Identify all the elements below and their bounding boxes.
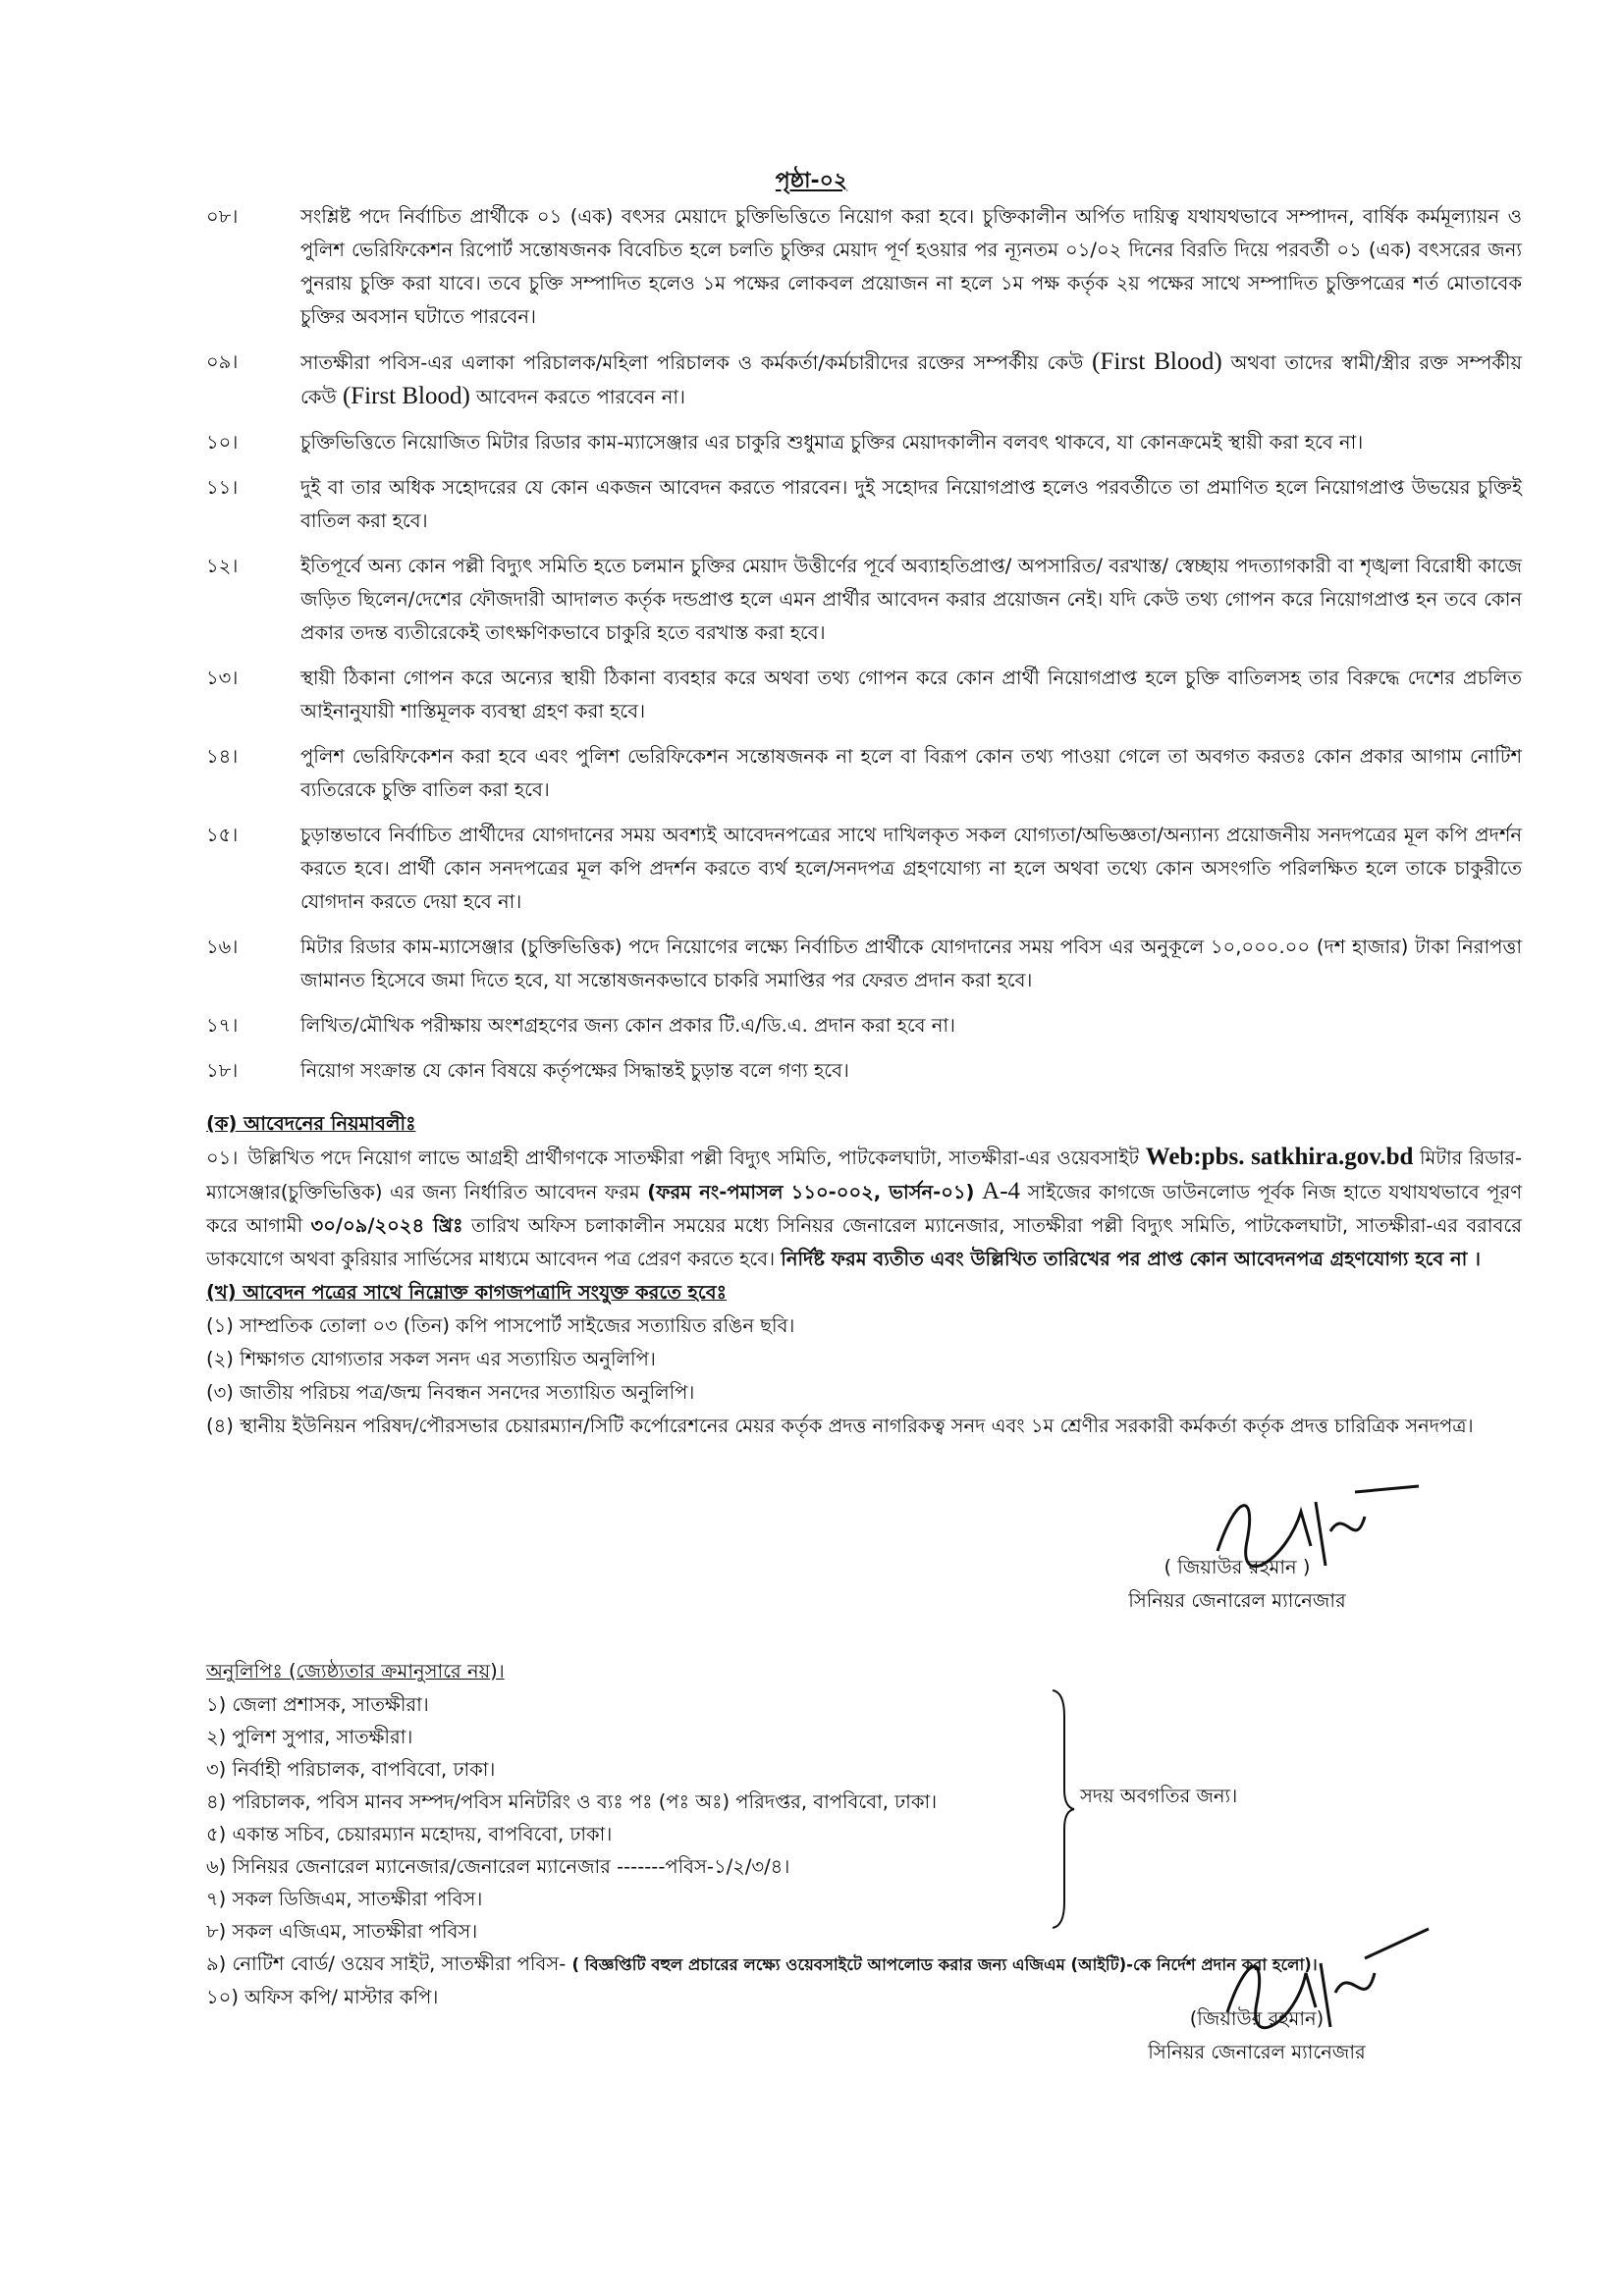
- clause-number: ১৪।: [206, 745, 239, 768]
- clause-09: [206, 346, 1522, 414]
- clause-text: চুক্তিভিত্তিতে নিয়োজিত মিটার রিডার কাম-ম্যাসেঞ্জার এর চাকুরি শুধুমাত্র চুক্তির মেয়াদকালীন বলবৎ থাকবে, যা কোনক্রমেই স্থায়ী করা হবে না।: [300, 431, 1364, 454]
- clause-text: মিটার রিডার কাম-ম্যাসেঞ্জার (চুক্তিভিত্তিক) পদে নিয়োগের লক্ষ্যে নির্বাচিত প্রার্থীকে যোগদানের সময় পবিস এর অনুকূলে ১০,০০০.০০ (দশ হাজার) টাকা নিরাপত্তা জামানত হিসেবে জমা দিতে হবে, যা সন্তোষজনকভাবে চাকরি সমাপ্তির পর ফেরত প্রদান করা হবে।: [300, 935, 1522, 991]
- signatory-name: ( জিয়াউর রহমান ): [1163, 1556, 1311, 1578]
- clause-text: সংশ্লিষ্ট পদে নির্বাচিত প্রার্থীকে ০১ (এক) বৎসর মেয়াদে চুক্তিভিত্তিতে নিয়োগ করা হবে। চুক্তিকালীন অর্পিত দায়িত্ব যথাযথভাবে সম্পাদন, বার্ষিক কর্মমূল্যায়ন ও পুলিশ ভেরিফিকেশন রিপোর্ট সন্তোষজনক বিবেচিত হলে চলতি চুক্তির মেয়াদ পূর্ণ হওয়ার পর ন্যূনতম ০১/০২ দিনের বিরতি দিয়ে পরবর্তী ০১ (এক) বৎসরের জন্য পুনরায় চুক্তি করা যাবে। তবে চুক্তি সম্পাদিত হলেও ১ম পক্ষের লোকবল প্রয়োজন না হলে ১ম পক্ষ কর্তৃক ২য় পক্ষের সাথে সম্পাদিত চুক্তিপত্রের শর্ত মোতাবেক চুক্তির অবসান ঘটাতে পারবেন।: [300, 205, 1522, 328]
- form-number: (ফরম নং-পমাসল ১১০-০০২, ভার্সন-০১): [647, 1181, 975, 1203]
- list-item: ৪) পরিচালক, পবিস মানব সম্পদ/পবিস মনিটরিং ও ব্যঃ পঃ (পঃ অঃ) পরিদপ্তর, বাপবিবো, ঢাকা।: [206, 1790, 938, 1813]
- clause-text-part: আবেদন করতে পারবেন না।: [469, 386, 685, 408]
- clause-text-part: অথবা তাদের স্বামী/স্ত্রীর রক্ত সম্পর্কীয় কেউ: [300, 351, 1522, 408]
- list-item: ৭) সকল ডিজিএম, সাতক্ষীরা পবিস।: [206, 1888, 483, 1910]
- list-item-text: ৯) নোটিশ বোর্ড/ ওয়েব সাইট, সাতক্ষীরা পবিস-: [206, 1952, 572, 1975]
- clause-text: চুড়ান্তভাবে নির্বাচিত প্রার্থীদের যোগদানের সময় অবশ্যই আবেদনপত্রের সাথে দাখিলকৃত সকল যোগ্যতা/অভিজ্ঞতা/অন্যান্য প্রয়োজনীয় সনদপত্রের মূল কপি প্রদর্শন করতে হবে। প্রার্থী কোন সনদপত্রের মূল কপি প্রদর্শন করতে ব্যর্থ হলে/সনদপত্র গ্রহণযোগ্য না হলে অথবা তথ্যে কোন অসংগতি পরিলক্ষিত হলে তাকে চাকুরীতে যোগদান করতে দেয়া হবে না।: [300, 824, 1522, 913]
- application-rules: [206, 1107, 1522, 1443]
- list-item: ৩) নির্বাহী পরিচালক, বাপবিবো, ঢাকা।: [206, 1758, 496, 1781]
- rule-warning: নির্দিষ্ট ফরম ব্যতীত এবং উল্লিখিত তারিখের পর প্রাপ্ত কোন আবেদনপত্র গ্রহণযোগ্য হবে না ।: [781, 1248, 1482, 1270]
- clause-text-part: সাতক্ষীরা পবিস-এর এলাকা পরিচালক/মহিলা পরিচালক ও কর্মকর্তা/কর্মচারীদের রক্তের সম্পর্কীয় কেউ: [300, 351, 1093, 374]
- signatory-name: (জিয়াউর রহমান): [1189, 2007, 1325, 2030]
- upload-note: ( বিজ্ঞপ্তিটি বহুল প্রচারের লক্ষ্যে ওয়েবসাইটে আপলোড করার জন্য এজিএম (আইটি)-কে নির্দেশ প্রদান করা হলো)।: [571, 1955, 1318, 1974]
- list-item: ১০) অফিস কপি/ মাস্টার কপি।: [206, 1986, 439, 2008]
- clause-number: ১২।: [206, 555, 239, 577]
- rule-paragraph: [206, 1141, 1522, 1276]
- first-blood-term: (First Blood): [1092, 348, 1222, 375]
- documents-heading: (খ) আবেদন পত্রের সাথে নিম্নোক্ত কাগজপত্রাদি সংযুক্ত করতে হবেঃ: [206, 1281, 727, 1304]
- clause-16: [206, 931, 1522, 997]
- list-item: (২) শিক্ষাগত যোগ্যতার সকল সনদ এর সত্যায়িত অনুলিপি।: [206, 1348, 656, 1370]
- rule-number: ০১।: [206, 1147, 239, 1169]
- clause-number: ১০।: [206, 431, 239, 454]
- clause-number: ১৮।: [206, 1059, 239, 1082]
- clause-11: [206, 471, 1522, 538]
- clause-number: ০৯।: [206, 350, 239, 373]
- clause-15: [206, 819, 1522, 919]
- signatory-title: সিনিয়র জেনারেল ম্যানেজার: [1128, 1589, 1346, 1612]
- list-item: ৫) একান্ত সচিব, চেয়ারম্যান মহোদয়, বাপবিবো, ঢাকা।: [206, 1823, 613, 1845]
- clause-12: [206, 550, 1522, 650]
- list-item: (৪) স্থানীয় ইউনিয়ন পরিষদ/পৌরসভার চেয়ারম্যান/সিটি কর্পোরেশনের মেয়র কর্তৃক প্রদত্ত নাগরিকত্ব সনদ এবং ১ম শ্রেণীর সরকারী কর্মকর্তা কর্তৃক প্রদত্ত চারিত্রিক সনদপত্র।: [206, 1415, 1474, 1437]
- list-item: ৮) সকল এজিএম, সাতক্ষীরা পবিস।: [206, 1920, 478, 1943]
- paper-size: A-4: [974, 1178, 1021, 1204]
- clause-number: ১৭।: [206, 1014, 239, 1037]
- clause-text: পুলিশ ভেরিফিকেশন করা হবে এবং পুলিশ ভেরিফিকেশন সন্তোষজনক না হলে বা বিরূপ কোন তথ্য পাওয়া গেলে তা অবগত করতঃ কোন প্রকার আগাম নোটিশ ব্যতিরেকে চুক্তি বাতিল করা হবে।: [300, 745, 1522, 801]
- list-item: ২) পুলিশ সুপার, সাতক্ষীরা।: [206, 1726, 413, 1748]
- conditions-list: [206, 200, 1522, 1099]
- signature-block-2: [1080, 2002, 1434, 2069]
- clause-18: [206, 1054, 1522, 1088]
- deadline-date: ৩০/০৯/২০২৪ খ্রিঃ: [310, 1214, 463, 1237]
- clause-number: ১১।: [206, 476, 239, 499]
- clause-number: ১৫।: [206, 824, 239, 846]
- list-item: ১) জেলা প্রশাসক, সাতক্ষীরা।: [206, 1693, 429, 1716]
- clause-text: লিখিত/মৌখিক পরীক্ষায় অংশগ্রহণের জন্য কোন প্রকার টি.এ/ডি.এ. প্রদান করা হবে না।: [300, 1014, 955, 1037]
- signature-block-1: [1080, 1551, 1394, 1618]
- clause-08: [206, 200, 1522, 334]
- rules-heading: (ক) আবেদনের নিয়মাবলীঃ: [206, 1112, 416, 1135]
- page-label: পৃষ্ঠা-০২: [775, 169, 848, 193]
- brace-note: সদয় অবগতির জন্য।: [1080, 1785, 1238, 1807]
- rule-text-part: সাইজের কাগজে ডাউনলোড পূর্বক নিজ হাতে যথাযথভাবে পূরণ করে আগামী: [206, 1181, 1522, 1237]
- clause-text: নিয়োগ সংক্রান্ত যে কোন বিষয়ে কর্তৃপক্ষের সিদ্ধান্তই চুড়ান্ত বলে গণ্য হবে।: [300, 1059, 849, 1082]
- right-brace-icon: [1049, 1686, 1078, 1932]
- clause-text: ইতিপূর্বে অন্য কোন পল্লী বিদ্যুৎ সমিতি হতে চলমান চুক্তির মেয়াদ উত্তীর্ণের পূর্বে অব্যাহতিপ্রাপ্ত/ অপসারিত/ বরখাস্ত/ স্বেচ্ছায় পদত্যাগকারী বা শৃঙ্খলা বিরোধী কাজে জড়িত ছিলেন/দেশের ফৌজদারী আদালত কর্তৃক দন্ডপ্রাপ্ত হলে এমন প্রার্থীর আবেদন করার প্রয়োজন নেই। যদি কেউ তথ্য গোপন করে নিয়োগপ্রাপ্ত হন তবে কোন প্রকার তদন্ত ব্যতীরেকেই তাৎক্ষণিকভাবে চাকুরি হতে বরখাস্ত করা হবে।: [300, 555, 1522, 644]
- first-blood-term: (First Blood): [342, 383, 470, 409]
- list-item: (১) সাম্প্রতিক তোলা ০৩ (তিন) কপি পাসপোর্ট সাইজের সত্যায়িত রঙিন ছবি।: [206, 1314, 795, 1337]
- clause-number: ১৬।: [206, 935, 239, 958]
- clause-text: স্থায়ী ঠিকানা গোপন করে অন্যের স্থায়ী ঠিকানা ব্যবহার করে অথবা তথ্য গোপন করে কোন প্রার্থী নিয়োগপ্রাপ্ত হলে চুক্তি বাতিলসহ তার বিরুদ্ধে দেশের প্রচলিত আইনানুযায়ী শাস্তিমূলক ব্যবস্থা গ্রহণ করা হবে।: [300, 667, 1522, 722]
- clause-number: ০৮।: [206, 205, 239, 228]
- website-address: Web:pbs. satkhira.gov.bd: [1145, 1144, 1414, 1170]
- clause-17: [206, 1009, 1522, 1042]
- required-documents-list: [206, 1309, 1522, 1443]
- copies-heading: অনুলিপিঃ (জ্যেষ্ঠ্যতার ক্রমানুসারে নয়)।: [206, 1660, 505, 1682]
- rule-text-part: তারিখ অফিস চলাকালীন সময়ের মধ্যে সিনিয়র জেনারেল ম্যানেজার, সাতক্ষীরা পল্লী বিদ্যুৎ সমিতি, পাটকেলঘাটা, সাতক্ষীরা-এর বরাবরে ডাকযোগে অথবা কুরিয়ার সার্ভিসের মাধ্যমে আবেদন পত্র প্রেরণ করতে হবে।: [206, 1214, 1522, 1270]
- signatory-title: সিনিয়র জেনারেল ম্যানেজার: [1148, 2041, 1366, 2063]
- list-item: (৩) জাতীয় পরিচয় পত্র/জন্ম নিবন্ধন সনদের সত্যায়িত অনুলিপি।: [206, 1381, 695, 1404]
- clause-13: [206, 662, 1522, 728]
- clause-text: দুই বা তার অধিক সহোদরের যে কোন একজন আবেদন করতে পারবেন। দুই সহোদর নিয়োগপ্রাপ্ত হলেও পরবর্তীতে তা প্রমাণিত হলে নিয়োগপ্রাপ্ত উভয়ের চুক্তিই বাতিল করা হবে।: [300, 476, 1522, 532]
- clause-number: ১৩।: [206, 667, 239, 689]
- rule-text-part: উল্লিখিত পদে নিয়োগ লাভে আগ্রহী প্রার্থীগণকে সাতক্ষীরা পল্লী বিদ্যুৎ সমিতি, পাটকেলঘাটা, সাতক্ষীরা-এর ওয়েবসাইট: [247, 1147, 1146, 1169]
- rule-text-part: মিটার রিডার-ম্যাসেঞ্জার(চুক্তিভিত্তিক) এর জন্য নির্ধারিত আবেদন ফরম: [206, 1147, 1522, 1203]
- list-item: ৬) সিনিয়র জেনারেল ম্যানেজার/জেনারেল ম্যানেজার -------পবিস-১/২/৩/৪।: [206, 1855, 790, 1878]
- clause-10: [206, 426, 1522, 459]
- clause-text: [300, 346, 1522, 414]
- clause-14: [206, 740, 1522, 807]
